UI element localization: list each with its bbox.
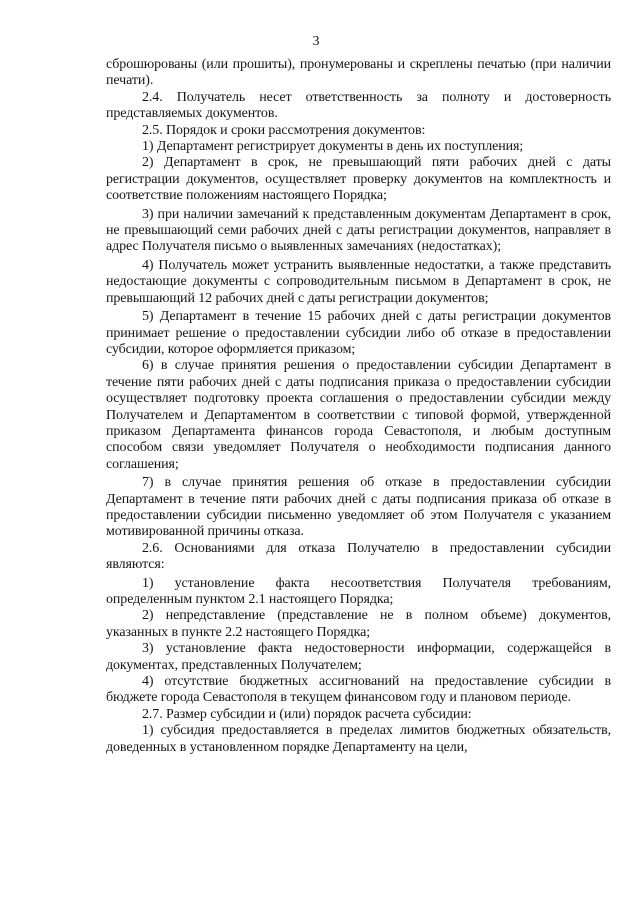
clause-2-5-item-5: 5) Департамент в течение 15 рабочих дней с даты регистрации документов принимает решение о предоставлении субсидии либо об отказе в предоставлении субсидии, которое оформляется приказом; [106,309,611,357]
clause-2-5-heading: 2.5. Порядок и сроки рассмотрения документов: [142,122,426,138]
clause-2-5-item-4: 4) Получатель может устранить выявленные недостатки, а также представить недостающие документы с сопроводительным письмом в Департамент в срок, не превышающий 12 рабочих дней с даты регистрации документов; [106,257,611,306]
clause-2-6-item-2: 2) непредставление (представление не в полном объеме) документов, указанных в пункте 2.2 настоящего Порядка; [106,608,611,640]
clause-2-5-item-2: 2) Департамент в срок, не превышающий пяти рабочих дней с даты регистрации документов, осуществляет проверку документов на комплектность и соответствие положениям настоящего Порядка; [106,155,611,204]
clause-2-7-item-1: 1) субсидия предоставляется в пределах лимитов бюджетных обязательств, доведенных в установленном порядке Департаменту на цели, [106,723,611,755]
document-body [106,57,611,756]
clause-2-6-item-3: 3) установление факта недостоверности информации, содержащейся в документах, представленных Получателем; [106,641,611,673]
clause-2-7-heading: 2.7. Размер субсидии и (или) порядок расчета субсидии: [142,706,472,722]
clause-2-6-item-1: 1) установление факта несоответствия Получателя требованиям, определенным пунктом 2.1 настоящего Порядка; [106,575,611,607]
clause-2-4: 2.4. Получатель несет ответственность за полноту и достоверность представляемых документов. [106,89,611,122]
clause-2-5-item-6: 6) в случае принятия решения о предоставлении субсидии Департамент в течение пяти рабочих дней с даты подписания приказа о предоставлении субсидии осуществляет подготовку проекта соглашения о предоставлении субсидии между Получателем и Департаментом в соответствии с типовой формой, утвержденной приказом Департамента финансов города Севастополя, и любым доступным способом связи уведомляет Получателя о необходимости подписания данного соглашения; [106,358,611,472]
clause-2-5-item-3: 3) при наличии замечаний к представленным документам Департамент в срок, не превышающий семи рабочих дней с даты регистрации документов, направляет в адрес Получателя письмо о выявленных замечаниях (недостатках); [106,206,611,255]
clause-2-6-item-4: 4) отсутствие бюджетных ассигнований на предоставление субсидии в бюджете города Севастополя в текущем финансовом году и плановом периоде. [106,674,611,706]
paragraph-continuation: сброшюрованы (или прошиты), пронумерованы и скреплены печатью (при наличии печати). [106,57,611,89]
page-number: 3 [312,34,320,49]
clause-2-5-item-7: 7) в случае принятия решения об отказе в предоставлении субсидии Департамент в течение пяти рабочих дней с даты подписания приказа об отказе в предоставлении субсидии письменно уведомляет об этом Получателя с указанием мотивированной причины отказа. [106,475,611,540]
clause-2-6-heading: 2.6. Основаниями для отказа Получателю в предоставлении субсидии являются: [106,540,611,573]
clause-2-5-item-1: 1) Департамент регистрирует документы в день их поступления; [142,139,524,155]
